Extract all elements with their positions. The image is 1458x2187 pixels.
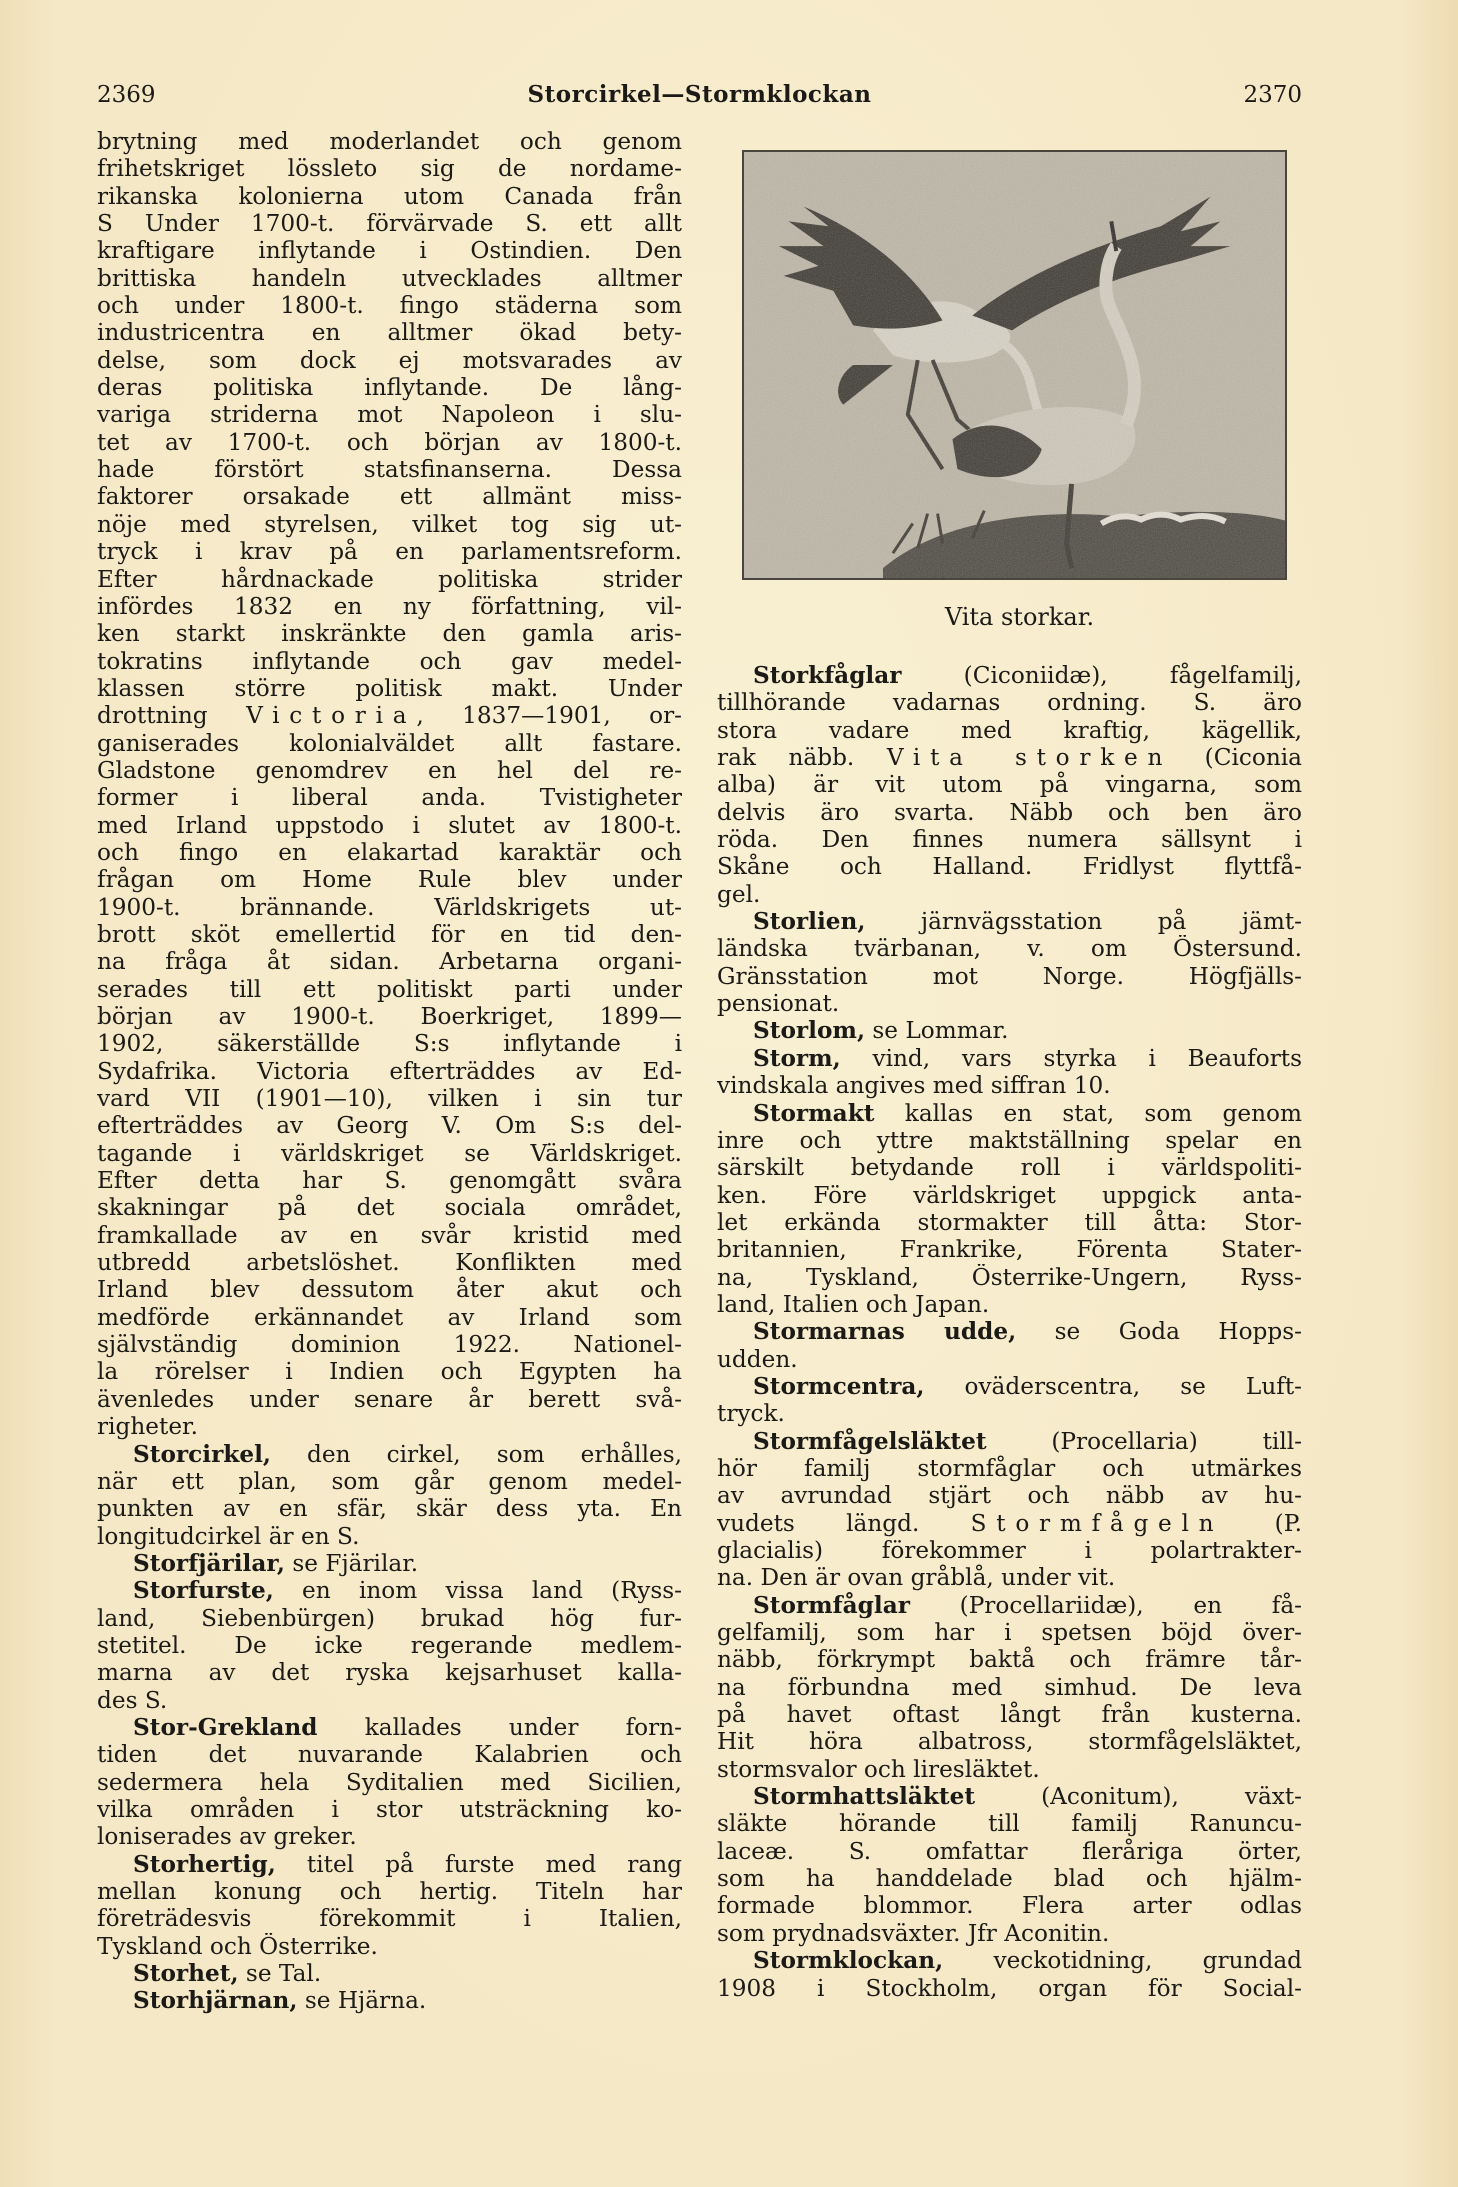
line-text: se Goda Hopps- bbox=[1016, 1318, 1302, 1346]
text-line bbox=[717, 1674, 1302, 1701]
line-text: Efter detta har S. genomgått svåra bbox=[97, 1167, 682, 1195]
line-text: vilka områden i stor utsträckning ko- bbox=[97, 1795, 682, 1823]
line-text: variga striderna mot Napoleon i slu- bbox=[97, 401, 682, 429]
line-text: na fråga åt sidan. Arbetarna organi- bbox=[97, 948, 682, 976]
text-line bbox=[97, 839, 682, 866]
line-text: tillhörande vadarnas ordning. S. äro bbox=[717, 689, 1302, 717]
line-text: framkallade av en svår kristid med bbox=[97, 1221, 682, 1249]
text-line bbox=[97, 1413, 682, 1440]
text-line bbox=[717, 1756, 1302, 1783]
entry-headword: Storm, bbox=[753, 1044, 841, 1072]
text-line bbox=[97, 1632, 682, 1659]
line-text: företrädesvis förekommit i Italien, bbox=[97, 1905, 682, 1933]
text-line bbox=[97, 456, 682, 483]
text-line bbox=[97, 1933, 682, 1960]
line-text: som ha handdelade blad och hjälm- bbox=[717, 1865, 1302, 1893]
entry-headword-line bbox=[97, 1960, 682, 1987]
text-line bbox=[97, 128, 682, 155]
entry-headword: Storhet, bbox=[133, 1960, 239, 1988]
entry-headword: Stormklockan, bbox=[753, 1947, 944, 1975]
text-line bbox=[717, 1975, 1302, 2002]
text-line bbox=[97, 374, 682, 401]
line-text: och under 1800-t. fingo städerna som bbox=[97, 292, 682, 320]
entry-headword-line bbox=[717, 1373, 1302, 1400]
line-text: ganiserades kolonialväldet allt fastare. bbox=[97, 729, 682, 757]
line-text: oväderscentra, se Luft- bbox=[924, 1372, 1302, 1400]
entry-headword-line bbox=[717, 1318, 1302, 1345]
spaced-emphasis: Stormfågeln bbox=[970, 1509, 1224, 1537]
text-line bbox=[97, 593, 682, 620]
text-line bbox=[97, 1112, 682, 1139]
line-text: mellan konung och hertig. Titeln har bbox=[97, 1878, 682, 1905]
line-text: nöje med styrelsen, vilket tog sig ut- bbox=[97, 510, 682, 538]
text-line bbox=[717, 1920, 1302, 1947]
line-text: let erkända stormakter till åtta: Stor- bbox=[717, 1208, 1302, 1236]
line-text: na. Den är ovan gråblå, under vit. bbox=[717, 1564, 1116, 1592]
line-text: (Ciconiidæ), fågelfamilj, bbox=[901, 662, 1302, 689]
text-line bbox=[717, 1127, 1302, 1154]
line-text: gelfamilj, som har i spetsen böjd över- bbox=[717, 1619, 1302, 1647]
text-line bbox=[97, 538, 682, 565]
line-text: se Hjärna. bbox=[297, 1987, 427, 2015]
line-text: brittiska handeln utvecklades alltmer bbox=[97, 264, 682, 292]
text-line bbox=[97, 1276, 682, 1303]
line-text: sedermera hela Syditalien med Sicilien, bbox=[97, 1768, 682, 1796]
line-text: Efter hårdnackade politiska strider bbox=[97, 565, 682, 593]
line-text: rak näbb. bbox=[717, 744, 887, 772]
entry-headword: Storcirkel, bbox=[133, 1440, 271, 1468]
line-text: pensionat. bbox=[717, 990, 840, 1018]
text-line bbox=[97, 1167, 682, 1194]
line-text: former i liberal anda. Tvistigheter bbox=[97, 784, 682, 812]
line-text: medförde erkännandet av Irland som bbox=[97, 1303, 682, 1331]
line-text: stetitel. De icke regerande medlem- bbox=[97, 1631, 682, 1659]
line-text: tiden det nuvarande Kalabrien och bbox=[97, 1741, 682, 1769]
entry-headword: Storhertig, bbox=[133, 1850, 276, 1878]
text-line bbox=[97, 401, 682, 428]
text-line bbox=[717, 799, 1302, 826]
text-line bbox=[717, 1346, 1302, 1373]
line-text: vudets längd. bbox=[717, 1509, 971, 1537]
entry-headword: Stormfåglar bbox=[753, 1591, 910, 1619]
line-text: som prydnadsväxter. Jfr Aconitin. bbox=[717, 1919, 1110, 1947]
line-text: (P. bbox=[1223, 1509, 1302, 1537]
line-text: land, Italien och Japan. bbox=[717, 1290, 990, 1318]
line-text: klassen större politisk makt. Under bbox=[97, 674, 682, 702]
line-text: inre och yttre maktställning spelar en bbox=[717, 1126, 1302, 1154]
text-line bbox=[717, 689, 1302, 716]
text-line bbox=[97, 483, 682, 510]
line-text: röda. Den finnes numera sällsynt i bbox=[717, 826, 1302, 854]
line-text: alba) är vit utom på vingarna, som bbox=[717, 771, 1302, 799]
entry-headword: Stor-Grekland bbox=[133, 1713, 318, 1741]
line-text: efterträddes av Georg V. Om S:s del- bbox=[97, 1112, 682, 1140]
line-text: den cirkel, som erhålles, bbox=[270, 1440, 682, 1468]
text-line bbox=[717, 1646, 1302, 1673]
running-head-title: Storcirkel—Stormklockan bbox=[527, 81, 872, 108]
text-line bbox=[97, 1003, 682, 1030]
line-text: kraftigare inflytande i Ostindien. Den bbox=[97, 237, 682, 265]
entry-headword: Storkfåglar bbox=[753, 662, 902, 689]
text-line bbox=[717, 935, 1302, 962]
entry-headword: Storhjärnan, bbox=[133, 1987, 298, 2015]
line-text: tet av 1700-t. och början av 1800-t. bbox=[97, 428, 682, 456]
right-column bbox=[717, 128, 1302, 2002]
line-text: tagande i världskriget se Världskriget. bbox=[97, 1139, 682, 1167]
text-line bbox=[97, 1823, 682, 1850]
text-line bbox=[97, 948, 682, 975]
text-line bbox=[717, 1619, 1302, 1646]
line-text: laceæ. S. omfattar fleråriga örter, bbox=[717, 1837, 1302, 1865]
entry-headword-line bbox=[97, 1987, 682, 2014]
line-text: ken. Före världskriget uppgick anta- bbox=[717, 1181, 1302, 1209]
entry-headword-line bbox=[97, 1851, 682, 1878]
text-line bbox=[97, 183, 682, 210]
line-text: tryck i krav på en parlamentsreform. bbox=[97, 538, 682, 566]
line-text: självständig dominion 1922. Nationel- bbox=[97, 1331, 682, 1359]
page-number-right: 2370 bbox=[1243, 82, 1302, 108]
line-text: righeter. bbox=[97, 1413, 198, 1441]
text-line bbox=[97, 730, 682, 757]
text-line bbox=[717, 1701, 1302, 1728]
text-line bbox=[97, 1495, 682, 1522]
line-text: särskilt betydande roll i världspoliti- bbox=[717, 1154, 1302, 1182]
text-line bbox=[97, 1358, 682, 1385]
text-line bbox=[97, 1386, 682, 1413]
line-text: en inom vissa land (Ryss- bbox=[273, 1577, 682, 1605]
line-text: britannien, Frankrike, Förenta Stater- bbox=[717, 1236, 1302, 1264]
line-text: frågan om Home Rule blev under bbox=[97, 866, 682, 894]
line-text: med Irland uppstodo i slutet av 1800-t. bbox=[97, 811, 682, 839]
text-line bbox=[97, 292, 682, 319]
text-line bbox=[717, 1400, 1302, 1427]
entry-headword: Storfjärilar, bbox=[133, 1549, 285, 1577]
line-text: na förbundna med simhud. De leva bbox=[717, 1673, 1302, 1701]
line-text: na, Tyskland, Österrike-Ungern, Ryss- bbox=[717, 1263, 1302, 1291]
spaced-emphasis: Vita storken bbox=[886, 744, 1173, 772]
spaced-emphasis: Victoria bbox=[246, 702, 417, 730]
text-line bbox=[97, 894, 682, 921]
line-text: hade förstört statsfinanserna. Dessa bbox=[97, 456, 682, 484]
entry-headword: Stormarnas udde, bbox=[753, 1318, 1017, 1346]
entry-headword-line bbox=[717, 1045, 1302, 1072]
text-line bbox=[97, 675, 682, 702]
line-text: skakningar på det sociala området, bbox=[97, 1194, 682, 1222]
text-line bbox=[97, 921, 682, 948]
entry-headword-line bbox=[97, 1577, 682, 1604]
line-text: Gränsstation mot Norge. Högfjälls- bbox=[717, 962, 1302, 990]
line-text: utbredd arbetslöshet. Konflikten med bbox=[97, 1249, 682, 1277]
text-line bbox=[717, 990, 1302, 1017]
text-line bbox=[717, 1291, 1302, 1318]
text-line bbox=[97, 976, 682, 1003]
line-text: land, Siebenbürgen) brukad hög fur- bbox=[97, 1604, 682, 1632]
text-line bbox=[97, 648, 682, 675]
line-text: gel. bbox=[717, 880, 761, 908]
text-line bbox=[717, 1564, 1302, 1591]
text-line bbox=[97, 319, 682, 346]
entry-headword-line bbox=[717, 1592, 1302, 1619]
text-line bbox=[97, 1058, 682, 1085]
text-line bbox=[97, 1687, 682, 1714]
text-line bbox=[717, 1154, 1302, 1181]
entry-headword-line bbox=[717, 662, 1302, 689]
line-text: glacialis) förekommer i polartrakter- bbox=[717, 1537, 1302, 1564]
line-text: (Aconitum), växt- bbox=[975, 1783, 1302, 1811]
text-line bbox=[717, 1264, 1302, 1291]
entry-headword: Storlien, bbox=[753, 908, 866, 936]
line-text: loniserades av greker. bbox=[97, 1823, 357, 1851]
entry-headword-line bbox=[97, 1714, 682, 1741]
text-line bbox=[97, 265, 682, 292]
text-line bbox=[97, 155, 682, 182]
entry-headword-line bbox=[717, 1947, 1302, 1974]
text-line bbox=[717, 1892, 1302, 1919]
entry-headword-line bbox=[717, 1100, 1302, 1127]
text-line bbox=[717, 881, 1302, 908]
line-text: deras politiska inflytande. De lång- bbox=[97, 374, 682, 402]
text-line bbox=[717, 1838, 1302, 1865]
line-text: marna av det ryska kejsarhuset kalla- bbox=[97, 1659, 682, 1687]
line-text: , 1837—1901, or- bbox=[416, 702, 682, 730]
line-text: 1908 i Stockholm, organ för Social- bbox=[717, 1974, 1302, 2002]
line-text: longitudcirkel är en S. bbox=[97, 1522, 360, 1550]
text-line bbox=[97, 210, 682, 237]
line-text: kallades under forn- bbox=[317, 1713, 682, 1741]
storks-image-icon bbox=[744, 152, 1285, 578]
text-line bbox=[717, 744, 1302, 771]
line-text: punkten av en sfär, skär dess yta. En bbox=[97, 1495, 682, 1523]
stork-photograph bbox=[742, 150, 1287, 580]
line-text: delse, som dock ej motsvarades av bbox=[97, 346, 682, 374]
line-text: titel på furste med rang bbox=[275, 1850, 682, 1878]
text-line bbox=[717, 1072, 1302, 1099]
line-text: delvis äro svarta. Näbb och ben äro bbox=[717, 798, 1302, 826]
text-line bbox=[97, 702, 682, 729]
text-line bbox=[97, 566, 682, 593]
text-line bbox=[97, 1194, 682, 1221]
text-line bbox=[717, 717, 1302, 744]
text-line bbox=[97, 1331, 682, 1358]
entry-headword-line bbox=[717, 1783, 1302, 1810]
line-text: ken starkt inskränkte den gamla aris- bbox=[97, 620, 682, 648]
text-line bbox=[97, 1905, 682, 1932]
text-line bbox=[717, 853, 1302, 880]
text-line bbox=[97, 1249, 682, 1276]
text-line bbox=[97, 429, 682, 456]
line-text: stora vadare med kraftig, kägellik, bbox=[717, 716, 1302, 744]
line-text: vindskala angives med siffran 10. bbox=[717, 1072, 1111, 1100]
text-line bbox=[97, 757, 682, 784]
running-head bbox=[97, 80, 1302, 110]
text-line bbox=[97, 812, 682, 839]
entry-headword-line bbox=[717, 908, 1302, 935]
line-text: veckotidning, grundad bbox=[943, 1947, 1302, 1975]
line-text: frihetskriget lössleto sig de nordame- bbox=[97, 155, 682, 183]
text-line bbox=[97, 1222, 682, 1249]
line-text: ävenledes under senare år berett svå- bbox=[97, 1385, 682, 1413]
page-number-left: 2369 bbox=[97, 82, 156, 108]
text-line bbox=[717, 771, 1302, 798]
text-line bbox=[717, 1537, 1302, 1564]
text-line bbox=[717, 1865, 1302, 1892]
text-line bbox=[97, 1878, 682, 1905]
line-text: tryck. bbox=[717, 1400, 785, 1428]
entry-headword-line bbox=[97, 1550, 682, 1577]
line-text: släkte hörande till familj Ranuncu- bbox=[717, 1810, 1302, 1838]
line-text: när ett plan, som går genom medel- bbox=[97, 1467, 682, 1495]
line-text: Gladstone genomdrev en hel del re- bbox=[97, 756, 682, 784]
line-text: Skåne och Halland. Fridlyst flyttfå- bbox=[717, 853, 1302, 881]
right-column-entries bbox=[717, 662, 1302, 2002]
text-line bbox=[97, 1304, 682, 1331]
entry-headword: Stormhattsläktet bbox=[753, 1783, 976, 1811]
left-column bbox=[97, 128, 682, 2015]
line-text: järnvägsstation på jämt- bbox=[865, 908, 1302, 936]
line-text: tokratins inflytande och gav medel- bbox=[97, 647, 682, 675]
text-line bbox=[717, 1728, 1302, 1755]
line-text: industricentra en alltmer ökad bety- bbox=[97, 319, 682, 347]
text-line bbox=[717, 1510, 1302, 1537]
text-line bbox=[97, 1468, 682, 1495]
text-line bbox=[97, 1741, 682, 1768]
text-line bbox=[97, 1769, 682, 1796]
text-line bbox=[97, 237, 682, 264]
line-text: av avrundad stjärt och näbb av hu- bbox=[717, 1482, 1302, 1510]
line-text: (Ciconia bbox=[1172, 744, 1302, 772]
entry-headword: Stormcentra, bbox=[753, 1372, 925, 1400]
text-line bbox=[717, 1455, 1302, 1482]
line-text: stormsvalor och liresläktet. bbox=[717, 1755, 1040, 1783]
line-text: infördes 1832 en ny författning, vil- bbox=[97, 592, 682, 620]
line-text: brott sköt emellertid för en tid den- bbox=[97, 920, 682, 948]
line-text: och fingo en elakartad karaktär och bbox=[97, 838, 682, 866]
text-line bbox=[97, 784, 682, 811]
text-line bbox=[97, 1605, 682, 1632]
line-text: näbb, förkrympt baktå och främre tår- bbox=[717, 1646, 1302, 1674]
text-line bbox=[717, 1482, 1302, 1509]
entry-headword-line bbox=[717, 1428, 1302, 1455]
text-line bbox=[717, 1182, 1302, 1209]
line-text: Hit höra albatross, stormfågelsläktet, bbox=[717, 1728, 1302, 1756]
line-text: kallas en stat, som genom bbox=[874, 1099, 1302, 1127]
line-text: Sydafrika. Victoria efterträddes av Ed- bbox=[97, 1057, 682, 1085]
text-line bbox=[97, 1030, 682, 1057]
line-text: ländska tvärbanan, v. om Östersund. bbox=[717, 935, 1302, 963]
entry-headword: Stormfågelsläktet bbox=[753, 1427, 987, 1455]
line-text: drottning bbox=[97, 702, 247, 730]
entry-headword: Stormakt bbox=[753, 1099, 875, 1127]
text-line bbox=[97, 1659, 682, 1686]
text-line bbox=[97, 620, 682, 647]
line-text: hör familj stormfåglar och utmärkes bbox=[717, 1454, 1302, 1482]
entry-headword-line bbox=[717, 1017, 1302, 1044]
text-line bbox=[97, 1085, 682, 1112]
line-text: udden. bbox=[717, 1345, 798, 1373]
line-text: faktorer orsakade ett allmänt miss- bbox=[97, 483, 682, 511]
line-text: Irland blev dessutom åter akut och bbox=[97, 1276, 682, 1304]
text-line bbox=[97, 1523, 682, 1550]
line-text: des S. bbox=[97, 1686, 168, 1714]
text-line bbox=[97, 1796, 682, 1823]
line-text: rikanska kolonierna utom Canada från bbox=[97, 182, 682, 210]
text-line bbox=[717, 1810, 1302, 1837]
line-text: la rörelser i Indien och Egypten ha bbox=[97, 1358, 682, 1386]
line-text: vard VII (1901—10), vilken i sin tur bbox=[97, 1085, 682, 1113]
line-text: Tyskland och Österrike. bbox=[97, 1932, 378, 1960]
figure-caption: Vita storkar. bbox=[944, 603, 1095, 631]
line-text: 1900-t. brännande. Världskrigets ut- bbox=[97, 893, 682, 921]
entry-headword: Storfurste, bbox=[133, 1577, 274, 1605]
text-line bbox=[717, 826, 1302, 853]
line-text: S Under 1700-t. förvärvade S. ett allt bbox=[97, 210, 682, 238]
line-text: brytning med moderlandet och genom bbox=[97, 128, 682, 155]
text-line bbox=[717, 1236, 1302, 1263]
line-text: (Procellariidæ), en få- bbox=[909, 1591, 1302, 1619]
line-text: på havet oftast långt från kusterna. bbox=[717, 1701, 1302, 1729]
line-text: 1902, säkerställde S:s inflytande i bbox=[97, 1030, 682, 1058]
entry-headword: Storlom, bbox=[753, 1017, 866, 1045]
text-line bbox=[97, 347, 682, 374]
line-text: formade blommor. Flera arter odlas bbox=[717, 1892, 1302, 1920]
line-text: (Procellaria) till- bbox=[986, 1427, 1302, 1455]
line-text: vind, vars styrka i Beauforts bbox=[840, 1044, 1302, 1072]
entry-headword-line bbox=[97, 1441, 682, 1468]
line-text: se Fjärilar. bbox=[285, 1549, 419, 1577]
text-line bbox=[717, 1209, 1302, 1236]
line-text: se Tal. bbox=[238, 1960, 322, 1988]
line-text: se Lommar. bbox=[865, 1017, 1009, 1045]
text-line bbox=[97, 866, 682, 893]
line-text: serades till ett politiskt parti under bbox=[97, 975, 682, 1003]
text-line bbox=[97, 1140, 682, 1167]
text-line bbox=[717, 963, 1302, 990]
text-line bbox=[97, 511, 682, 538]
line-text: början av 1900-t. Boerkriget, 1899— bbox=[97, 1003, 682, 1030]
